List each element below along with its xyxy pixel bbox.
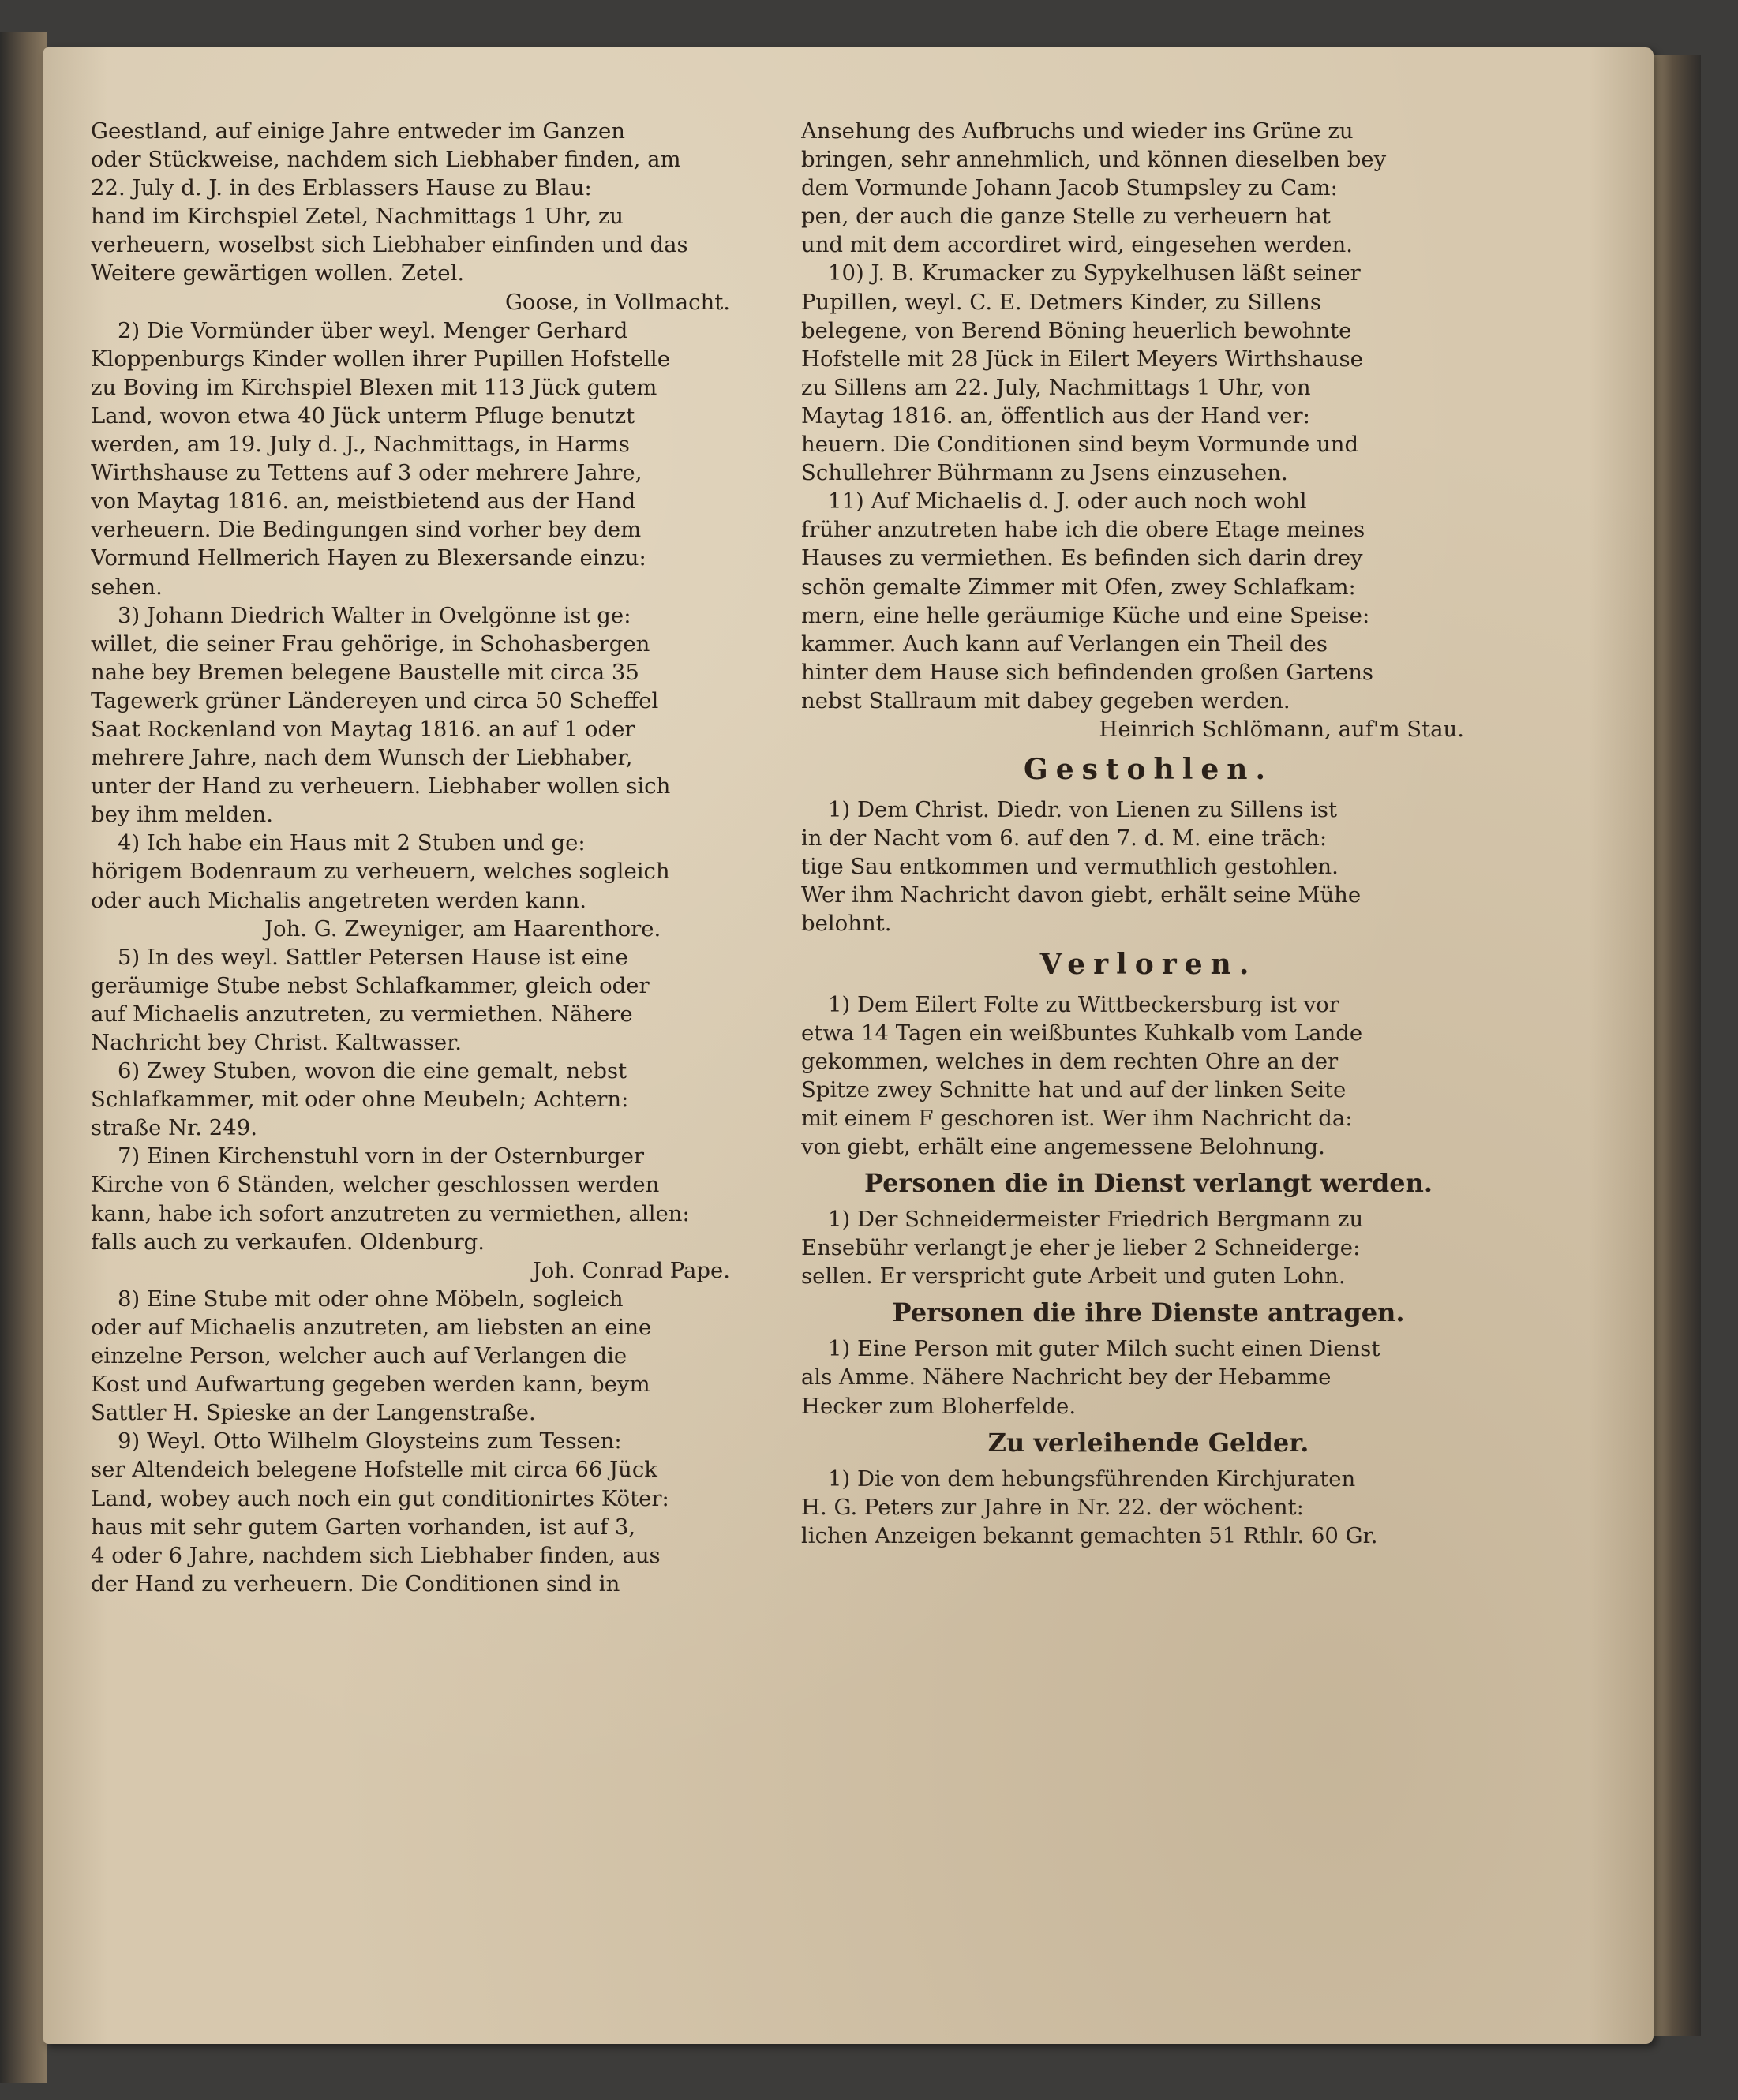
right-column (801, 117, 1496, 1550)
paragraph-line: als Amme. Nähere Nachricht bey der Hebamme (801, 1364, 1332, 1391)
paragraph-line: Kirche von 6 Ständen, welcher geschlossen werden (91, 1172, 660, 1198)
paragraph-line: lichen Anzeigen bekannt gemachten 51 Rthlr. 60 Gr. (801, 1522, 1378, 1548)
paragraph-line: schön gemalte Zimmer mit Ofen, zwey Schlafkam: (801, 574, 1356, 600)
paragraph-line: Weitere gewärtigen wollen. Zetel. (91, 260, 465, 286)
paragraph-line: 5) In des weyl. Sattler Petersen Hause ist eine (118, 944, 628, 970)
paragraph-line: 6) Zwey Stuben, wovon die eine gemalt, nebst (118, 1058, 627, 1084)
paragraph-line: Vormund Hellmerich Hayen zu Blexersande einzu: (91, 545, 646, 571)
paragraph-line: Nachricht bey Christ. Kaltwasser. (91, 1030, 462, 1055)
paragraph-line: hand im Kirchspiel Zetel, Nachmittags 1 Uhr, zu (91, 204, 624, 230)
book-left-edge (0, 32, 47, 2083)
paragraph-line: etwa 14 Tagen ein weißbuntes Kuhkalb vom Lande (801, 1020, 1363, 1046)
paragraph-line: einzelne Person, welcher auch auf Verlangen die (91, 1343, 627, 1369)
paragraph-line: Land, wovon etwa 40 Jück unterm Pfluge benutzt (91, 402, 635, 429)
paragraph-line: Saat Rockenland von Maytag 1816. an auf 1 oder (91, 716, 635, 742)
paragraph-line: Hofstelle mit 28 Jück in Eilert Meyers Wirthshause (801, 346, 1363, 372)
paragraph-line: Tagewerk grüner Ländereyen und circa 50 Scheffel (91, 687, 659, 713)
paragraph-line: 11) Auf Michaelis d. J. oder auch noch wohl (828, 489, 1307, 515)
paragraph-line: 1) Dem Christ. Diedr. von Lienen zu Sillens ist (828, 797, 1338, 823)
paragraph-line: werden, am 19. July d. J., Nachmittags, in Harms (91, 432, 630, 458)
paragraph-line: nebst Stallraum mit dabey gegeben werden. (801, 687, 1290, 713)
paragraph-line: zu Sillens am 22. July, Nachmittags 1 Uhr, von (801, 374, 1311, 400)
paragraph-line: Kost und Aufwartung gegeben werden kann, beym (91, 1372, 650, 1398)
paragraph-line: bey ihm melden. (91, 802, 273, 828)
paragraph-line: in der Nacht vom 6. auf den 7. d. M. eine träch: (801, 825, 1328, 852)
paragraph-line: Hauses zu vermiethen. Es befinden sich darin drey (801, 545, 1363, 571)
paragraph-line: 1) Der Schneidermeister Friedrich Bergmann zu (828, 1207, 1364, 1233)
signature: Goose, in Vollmacht. (504, 289, 730, 315)
paragraph-line: falls auch zu verkaufen. Oldenburg. (91, 1229, 485, 1255)
paragraph-line: Maytag 1816. an, öffentlich aus der Hand ver: (801, 402, 1310, 429)
signature: Joh. G. Zweyniger, am Haarenthore. (264, 915, 661, 941)
section-heading-gestohlen: Gestohlen. (1023, 753, 1274, 787)
paragraph-line: 9) Weyl. Otto Wilhelm Gloysteins zum Tessen: (118, 1428, 622, 1454)
paragraph-line: 1) Dem Eilert Folte zu Wittbeckersburg ist vor (828, 991, 1339, 1017)
paragraph-line: willet, die seiner Frau gehörige, in Schohasbergen (91, 631, 650, 657)
paragraph-line: haus mit sehr gutem Garten vorhanden, ist auf 3, (91, 1514, 636, 1540)
paragraph-line: bringen, sehr annehmlich, und können dieselben bey (801, 147, 1387, 173)
paragraph-line: 8) Eine Stube mit oder ohne Möbeln, sogleich (118, 1286, 624, 1312)
paragraph-line: H. G. Peters zur Jahre in Nr. 22. der wöchent: (801, 1494, 1304, 1520)
paragraph-line: Kloppenburgs Kinder wollen ihrer Pupillen Hofstelle (91, 346, 671, 372)
paragraph-line: Sattler H. Spieske an der Langenstraße. (91, 1400, 536, 1426)
paragraph-line: mehrere Jahre, nach dem Wunsch der Liebhaber, (91, 745, 633, 771)
paragraph-line: und mit dem accordiret wird, eingesehen werden. (801, 232, 1353, 258)
paragraph-line: mit einem F geschoren ist. Wer ihm Nachricht da: (801, 1105, 1353, 1131)
paragraph-line: Ensebühr verlangt je eher je lieber 2 Schneiderge: (801, 1235, 1361, 1261)
signature: Heinrich Schlömann, auf'm Stau. (1099, 716, 1464, 742)
paragraph-line: Hecker zum Bloherfelde. (801, 1393, 1077, 1419)
paragraph-line: Geestland, auf einige Jahre entweder im Ganzen (91, 118, 625, 144)
paragraph-line: kann, habe ich sofort anzutreten zu vermiethen, allen: (91, 1200, 690, 1226)
section-heading-antragen: Personen die ihre Dienste antragen. (892, 1297, 1405, 1328)
paragraph-line: 4) Ich habe ein Haus mit 2 Stuben und ge: (118, 830, 586, 856)
book-right-edge (1654, 55, 1701, 2036)
paragraph-line: 10) J. B. Krumacker zu Sypykelhusen läßt seiner (828, 260, 1361, 286)
paragraph-line: 22. July d. J. in des Erblassers Hause zu Blau: (91, 175, 592, 201)
paragraph-line: Spitze zwey Schnitte hat und auf der linken Seite (801, 1076, 1347, 1102)
paragraph-line: ser Altendeich belegene Hofstelle mit circa 66 Jück (91, 1457, 657, 1483)
paragraph-line: nahe bey Bremen belegene Baustelle mit circa 35 (91, 659, 639, 685)
paragraph-line: sehen. (91, 574, 163, 600)
paragraph-line: geräumige Stube nebst Schlafkammer, gleich oder (91, 972, 650, 998)
paragraph-line: unter der Hand zu verheuern. Liebhaber wollen sich (91, 773, 671, 799)
paragraph-line: tige Sau entkommen und vermuthlich gestohlen. (801, 854, 1339, 880)
paragraph-line: der Hand zu verheuern. Die Conditionen sind in (91, 1570, 620, 1597)
paragraph-line: gekommen, welches in dem rechten Ohre an der (801, 1048, 1339, 1074)
paragraph-line: zu Boving im Kirchspiel Blexen mit 113 Jück gutem (91, 374, 657, 400)
section-heading-dienst: Personen die in Dienst verlangt werden. (863, 1168, 1433, 1199)
paragraph-line: mern, eine helle geräumige Küche und eine Speise: (801, 602, 1370, 628)
paragraph-line: Wer ihm Nachricht davon giebt, erhält seine Mühe (801, 882, 1362, 908)
paragraph-line: kammer. Auch kann auf Verlangen ein Theil des (801, 631, 1328, 657)
paragraph-line: oder auch Michalis angetreten werden kann. (91, 887, 586, 913)
paragraph-line: sellen. Er verspricht gute Arbeit und guten Lohn. (801, 1263, 1346, 1290)
paragraph-line: belegene, von Berend Böning heuerlich bewohnte (801, 317, 1352, 343)
section-heading-gelder: Zu verleihende Gelder. (987, 1427, 1309, 1458)
paragraph-line: straße Nr. 249. (91, 1115, 257, 1141)
paragraph-line: 3) Johann Diedrich Walter in Ovelgönne ist ge: (118, 602, 631, 628)
section-heading-verloren: Verloren. (1039, 947, 1257, 981)
paragraph-line: Ansehung des Aufbruchs und wieder ins Grüne zu (801, 118, 1354, 144)
paragraph-line: oder auf Michaelis anzutreten, am liebsten an eine (91, 1314, 652, 1340)
paragraph-line: auf Michaelis anzutreten, zu vermiethen. Nähere (91, 1001, 633, 1027)
paragraph-line: dem Vormunde Johann Jacob Stumpsley zu Cam: (801, 175, 1338, 201)
paragraph-line: verheuern. Die Bedingungen sind vorher bey dem (91, 517, 642, 543)
paragraph-line: Pupillen, weyl. C. E. Detmers Kinder, zu Sillens (801, 289, 1321, 315)
paragraph-line: oder Stückweise, nachdem sich Liebhaber finden, am (91, 147, 681, 173)
left-column (91, 117, 762, 1598)
paragraph-line: Schlafkammer, mit oder ohne Meubeln; Achtern: (91, 1087, 629, 1113)
paragraph-line: belohnt. (801, 911, 892, 937)
paragraph-line: 1) Die von dem hebungsführenden Kirchjuraten (828, 1466, 1356, 1492)
paragraph-line: 4 oder 6 Jahre, nachdem sich Liebhaber finden, aus (91, 1542, 661, 1568)
paragraph-line: 2) Die Vormünder über weyl. Menger Gerhard (118, 317, 628, 343)
paragraph-line: 7) Einen Kirchenstuhl vorn in der Osternburger (118, 1144, 645, 1170)
paragraph-line: Wirthshause zu Tettens auf 3 oder mehrere Jahre, (91, 460, 642, 486)
paragraph-line: von Maytag 1816. an, meistbietend aus der Hand (91, 489, 636, 515)
paragraph-line: hörigem Bodenraum zu verheuern, welches sogleich (91, 859, 670, 885)
paragraph-line: hinter dem Hause sich befindenden großen Gartens (801, 659, 1374, 685)
paragraph-line: Land, wobey auch noch ein gut conditionirtes Köter: (91, 1485, 669, 1511)
paragraph-line: früher anzutreten habe ich die obere Etage meines (801, 517, 1365, 543)
paragraph-line: 1) Eine Person mit guter Milch sucht einen Dienst (828, 1336, 1380, 1362)
paragraph-line: von giebt, erhält eine angemessene Belohnung. (801, 1134, 1325, 1159)
signature: Joh. Conrad Pape. (532, 1257, 730, 1283)
paragraph-line: Schullehrer Bührmann zu Jsens einzusehen. (801, 460, 1288, 486)
paragraph-line: pen, der auch die ganze Stelle zu verheuern hat (801, 204, 1331, 230)
paragraph-line: heuern. Die Conditionen sind beym Vormunde und (801, 432, 1359, 458)
paragraph-line: verheuern, woselbst sich Liebhaber einfinden und das (91, 232, 688, 258)
